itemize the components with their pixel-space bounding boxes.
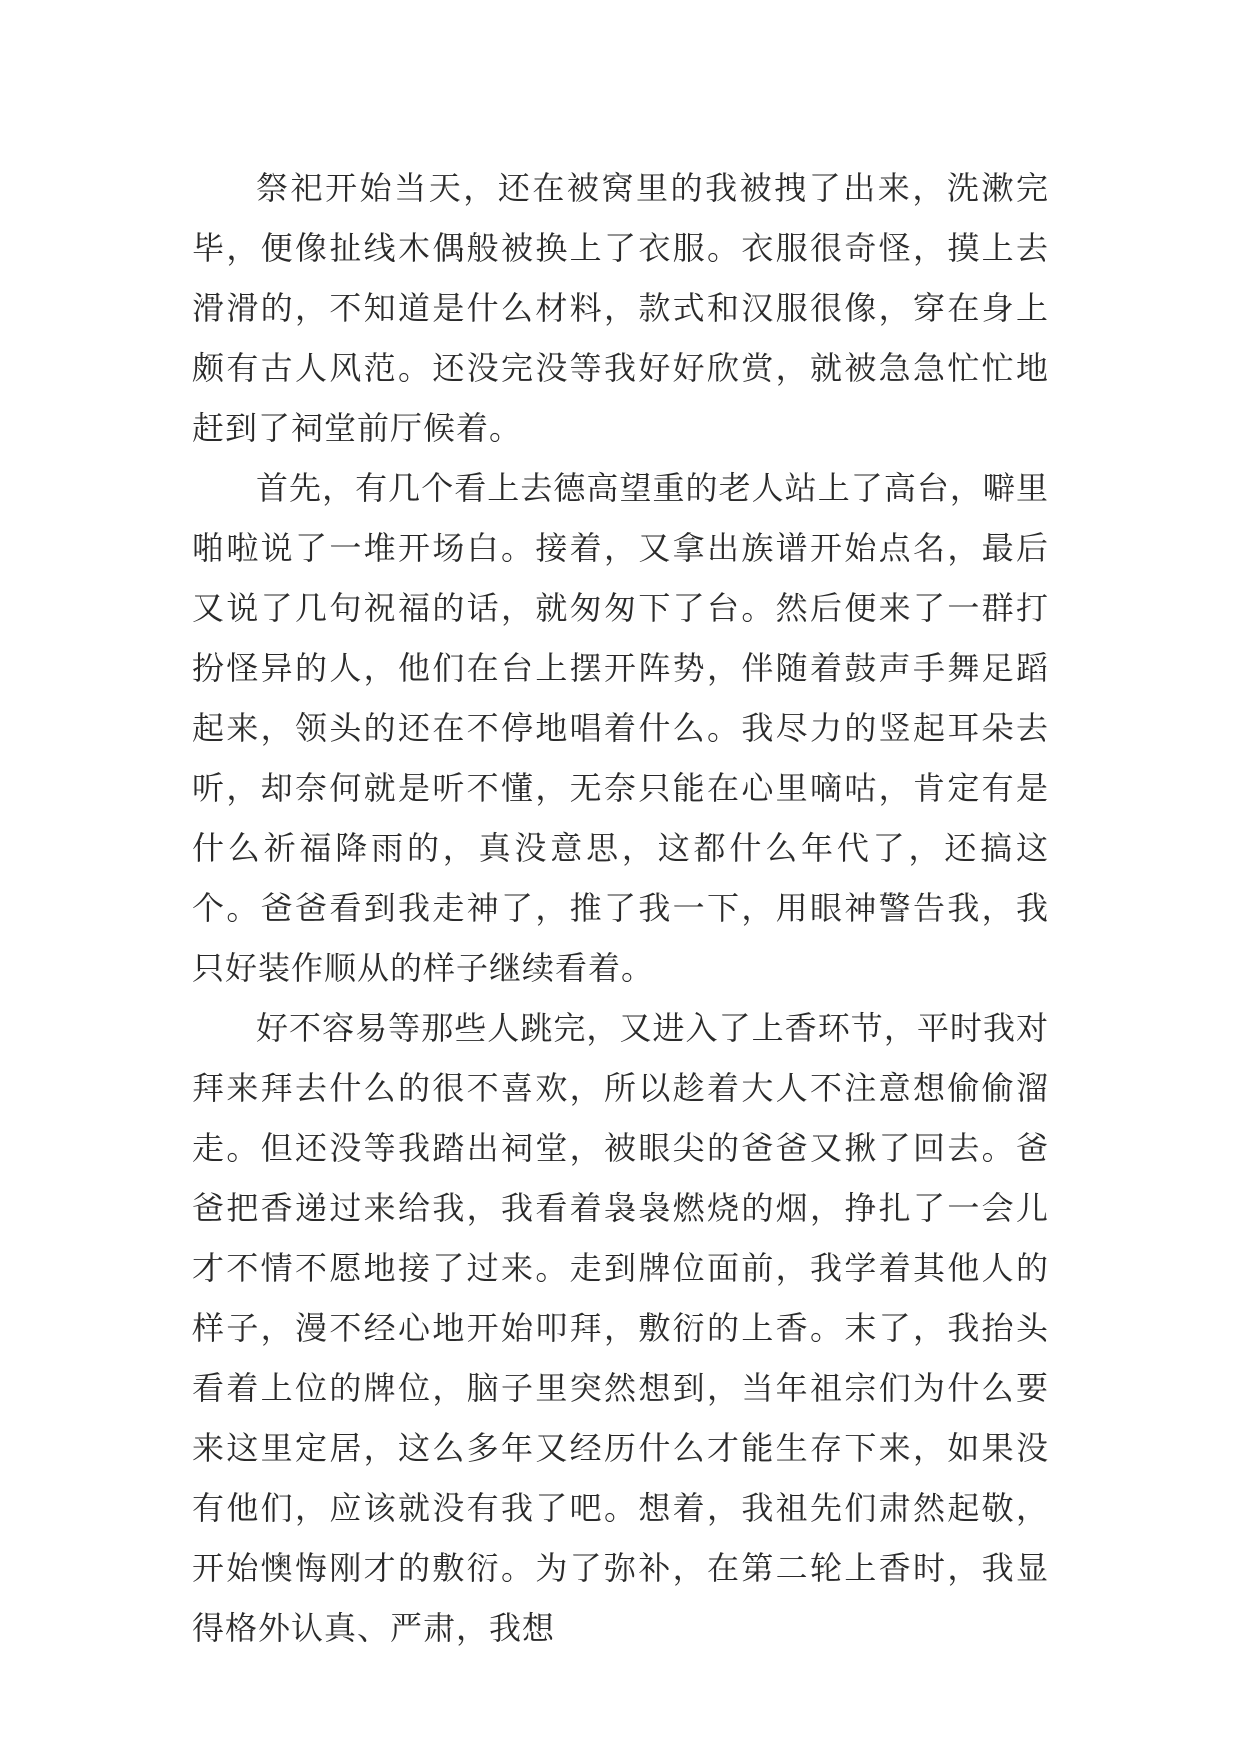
paragraph: 首先，有几个看上去德高望重的老人站上了高台，噼里啪啦说了一堆开场白。接着，又拿出族谱开始点名，最后又说了几句祝福的话，就匆匆下了台。然后便来了一群打扮怪异的人，他们在台上摆开阵势，伴随着鼓声手舞足蹈起来，领头的还在不停地唱着什么。我尽力的竖起耳朵去听，却奈何就是听不懂，无奈只能在心里嘀咕，肯定有是什么祈福降雨的，真没意思，这都什么年代了，还搞这个。爸爸看到我走神了，推了我一下，用眼神警告我，我只好装作顺从的样子继续看着。 <box>192 469 1049 987</box>
paragraph: 祭祀开始当天，还在被窝里的我被拽了出来，洗漱完毕，便像扯线木偶般被换上了衣服。衣服很奇怪，摸上去滑滑的，不知道是什么材料，款式和汉服很像，穿在身上颇有古人风范。还没完没等我好好欣赏，就被急急忙忙地赶到了祠堂前厅候着。 <box>192 169 1049 447</box>
paragraph: 好不容易等那些人跳完，又进入了上香环节，平时我对拜来拜去什么的很不喜欢，所以趁着大人不注意想偷偷溜走。但还没等我踏出祠堂，被眼尖的爸爸又揪了回去。爸爸把香递过来给我，我看着袅袅燃烧的烟，挣扎了一会儿才不情不愿地接了过来。走到牌位面前，我学着其他人的样子，漫不经心地开始叩拜，敷衍的上香。末了，我抬头看着上位的牌位，脑子里突然想到，当年祖宗们为什么要来这里定居，这么多年又经历什么才能生存下来，如果没有他们，应该就没有我了吧。想着，我祖先们肃然起敬，开始懊悔刚才的敷衍。为了弥补，在第二轮上香时，我显得格外认真、严肃，我想 <box>192 1009 1049 1647</box>
document-page <box>192 158 1049 1658</box>
